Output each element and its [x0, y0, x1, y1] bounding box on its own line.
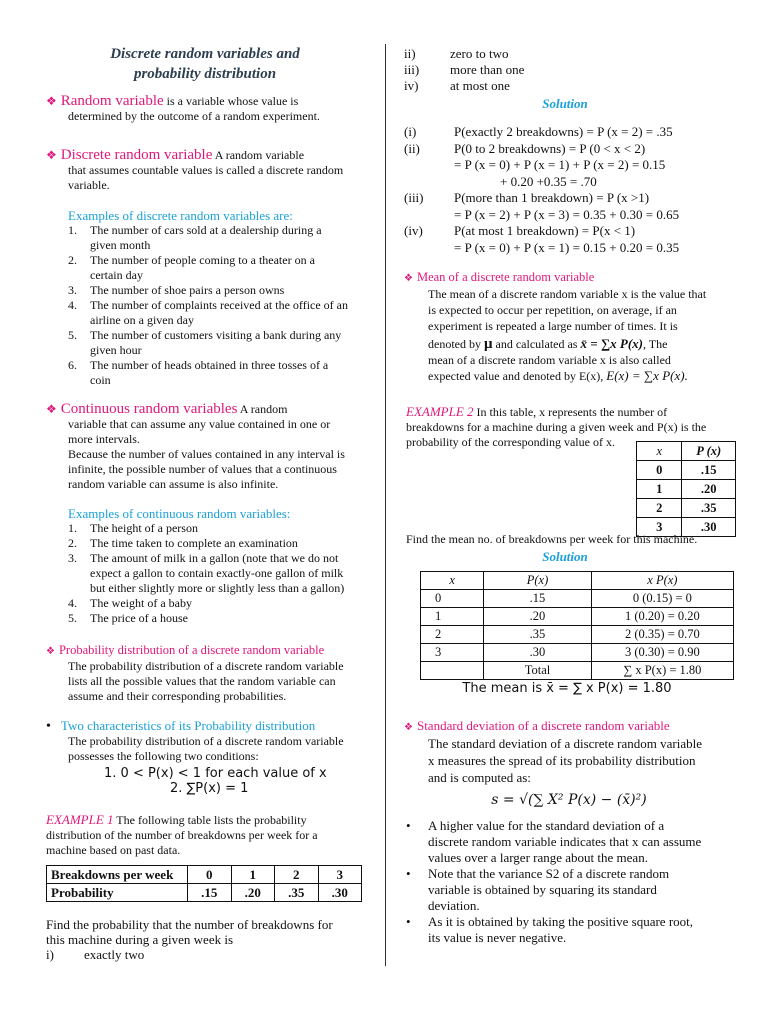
bullet-icon: •	[406, 866, 411, 881]
diamond-bullet-icon: ❖	[46, 94, 57, 108]
list-item: 1. The height of a person	[68, 521, 198, 535]
mu-symbol: μ	[484, 336, 493, 352]
table-row: Probability .15 .20 .35 .30	[47, 884, 362, 902]
document-title: Discrete random variables and probability distribution	[110, 46, 300, 82]
two-characteristics-heading: Two characteristics of its Probability distribution	[60, 718, 316, 733]
table-row: Breakdowns per week 0 1 2 3	[47, 866, 362, 884]
list-item: • As it is obtained by taking the positive square root, its value is never negative.	[406, 914, 694, 945]
list-item: 3. The number of shoe pairs a person owns	[68, 283, 285, 297]
table-header-row: x P(x) x P(x)	[421, 572, 734, 590]
table-row: 1 .20	[637, 480, 736, 499]
solution-line: = P (x = 2) + P (x = 3) = 0.35 + 0.30 = 0.65	[454, 206, 680, 222]
prob-dist-heading: Probability distribution of a discrete random variable	[58, 643, 325, 657]
solution-line: (i) P(exactly 2 breakdowns) = P (x = 2) = .35	[404, 124, 673, 139]
list-item: • Note that the variance S2 of a discrete random variable is obtained by squaring its standard deviation.	[406, 866, 670, 913]
example-1: EXAMPLE 1 The following table lists the probability distribution of the number of breakdowns per week for a machine based on past data.	[46, 812, 318, 857]
table-row: 2 .35 2 (0.35) = 0.70	[421, 626, 734, 644]
mean-formula: x̄ = ∑x P(x)	[580, 336, 644, 351]
solution-line: = P (x = 0) + P (x = 1) + P (x = 2) = 0.15	[454, 157, 666, 172]
continuous-examples-heading: Examples of continuous random variables:	[68, 506, 291, 521]
diamond-bullet-icon: ❖	[404, 273, 413, 284]
continuous-rv-section: ❖ Continuous random variables A random variable that can assume any value contained in one or more intervals. Because the number of values contained in any interval is infinite, the possible number of values that a continuous random variable can assume is also infinite.	[46, 402, 368, 492]
solution-line: (iv) P(at most 1 breakdown) = P(x < 1)	[404, 223, 636, 238]
solution-2-heading: Solution	[542, 549, 588, 564]
example-1-question: Find the probability that the number of breakdowns for this machine during a given week is i) exactly two	[46, 917, 333, 962]
list-item: 2. The time taken to complete an examination	[68, 536, 298, 550]
bullet-icon: •	[406, 914, 411, 929]
solution-line: (ii) P(0 to 2 breakdowns) = P (0 < x < 2)	[404, 140, 646, 156]
list-item: 4. The number of complaints received at the office of an airline on a given day	[68, 298, 349, 327]
solution-2-table	[420, 571, 734, 680]
example-2-label: EXAMPLE 2	[406, 404, 474, 419]
mean-section: ❖ Mean of a discrete random variable The mean of a discrete random variable x is the value that is expected to occur per repetition, on average, if an experiment is repeated a large number of times. It is denoted by μ and calculated as x̄ = ∑x P(x), The mean of a discrete random variable x is also called expected value and denoted by E(x), E(x) = ∑x P(x).	[404, 270, 707, 383]
list-item: 4. The weight of a baby	[68, 596, 192, 610]
two-characteristics-section: • Two characteristics of its Probability distribution The probability distribution of a discrete random variable possesses the following two conditions: 1. 0 < P(x) < 1 for each value of x 2. ∑P(x) = 1	[46, 718, 368, 796]
mean-result: The mean is x̄ = ∑ x P(x) = 1.80	[462, 681, 672, 696]
breakdowns-table	[46, 865, 362, 902]
column-divider	[385, 44, 386, 966]
table-header-row: x P (x)	[637, 442, 736, 461]
continuous-examples-list	[68, 521, 368, 626]
std-section: ❖ Standard deviation of a discrete random variable The standard deviation of a discrete random variable x measures the spread of its probability distribution and is computed as:	[404, 718, 702, 785]
table-row: 3 .30 3 (0.30) = 0.90	[421, 644, 734, 662]
solution-line: + 0.20 +0.35 = .70	[500, 173, 597, 189]
table-row: Total ∑ x P(x) = 1.80	[421, 662, 734, 680]
discrete-rv-section: ❖ Discrete random variable A random variable that assumes countable values is called a discrete random variable.	[46, 147, 344, 192]
solution-line: = P (x = 0) + P (x = 1) = 0.15 + 0.20 = 0.35	[454, 239, 680, 255]
list-item: 2. The number of people coming to a theater on a certain day	[68, 253, 315, 282]
discrete-rv-heading: Discrete random variable	[60, 147, 213, 163]
discrete-examples-heading: Examples of discrete random variables are:	[68, 208, 293, 223]
discrete-examples	[68, 208, 368, 388]
continuous-rv-heading: Continuous random variables	[60, 401, 238, 417]
bullet-icon: •	[46, 719, 51, 734]
list-item: 1. The number of cars sold at a dealership during a given month	[68, 223, 322, 252]
list-item: 6. The number of heads obtained in three tosses of a coin	[68, 358, 329, 387]
table-row: 0 .15	[637, 461, 736, 480]
continuous-examples	[68, 506, 368, 626]
prob-dist-section: ❖ Probability distribution of a discrete random variable The probability distribution of a discrete random variable lists all the possible values that the random variable can assume and their corresponding probabilities.	[46, 643, 344, 703]
example-2-question: Find the mean no. of breakdowns per week for this machine.	[406, 532, 698, 546]
list-item: 3. The amount of milk in a gallon (note that we do not expect a gallon to contain exactly-one gallon of milk but either slightly more or slightly less than a gallon)	[68, 551, 345, 595]
condition-2: 2. ∑P(x) = 1	[170, 781, 249, 796]
expected-value-formula: E(x) = ∑x P(x).	[606, 368, 688, 383]
list-item: 5. The number of customers visiting a bank during any given hour	[68, 328, 342, 357]
table-row: 3 .30	[637, 518, 736, 537]
std-formula: s = √(∑ X² P(x) − (x̄)²)	[491, 792, 647, 808]
example-2-table	[636, 441, 736, 537]
solution-line: (iii) P(more than 1 breakdown) = P (x >1)	[404, 190, 650, 205]
diamond-bullet-icon: ❖	[46, 148, 57, 162]
table-row: 2 .35	[637, 499, 736, 518]
condition-1: 1. 0 < P(x) < 1 for each value of x	[104, 766, 327, 781]
table-row: 1 .20 1 (0.20) = 0.20	[421, 608, 734, 626]
diamond-bullet-icon: ❖	[46, 402, 57, 416]
example-1-parts-continued: ii) zero to two iii) more than one iv) at most one	[404, 46, 525, 93]
continuous-rv-text: variable that can assume any value contained in one or more intervals. Because the number of values contained in any interval is infinite, the possible number of values that a continuous random variable can assume is also infinite.	[68, 417, 345, 491]
table-row: 0 .15 0 (0.15) = 0	[421, 590, 734, 608]
random-variable-section: ❖ Random variable is a variable whose value is determined by the outcome of a random experiment.	[46, 93, 320, 123]
diamond-bullet-icon: ❖	[404, 722, 413, 733]
mean-heading: Mean of a discrete random variable	[416, 270, 595, 284]
discrete-examples-list	[68, 223, 368, 388]
diamond-bullet-icon: ❖	[46, 646, 55, 657]
solution-1-heading: Solution	[542, 96, 588, 111]
list-item: • A higher value for the standard deviation of a discrete random variable indicates that x can assume values over a larger range about the mean.	[406, 818, 702, 865]
std-heading: Standard deviation of a discrete random variable	[416, 718, 670, 733]
example-2: EXAMPLE 2 In this table, x represents the number of breakdowns for a machine during a given week and P(x) is the probability of the corresponding value of x.	[406, 404, 707, 449]
std-bullets	[404, 818, 734, 946]
random-variable-heading: Random variable	[60, 93, 164, 109]
example-1-label: EXAMPLE 1	[46, 812, 114, 827]
list-item: 5. The price of a house	[68, 611, 188, 625]
bullet-icon: •	[406, 818, 411, 833]
